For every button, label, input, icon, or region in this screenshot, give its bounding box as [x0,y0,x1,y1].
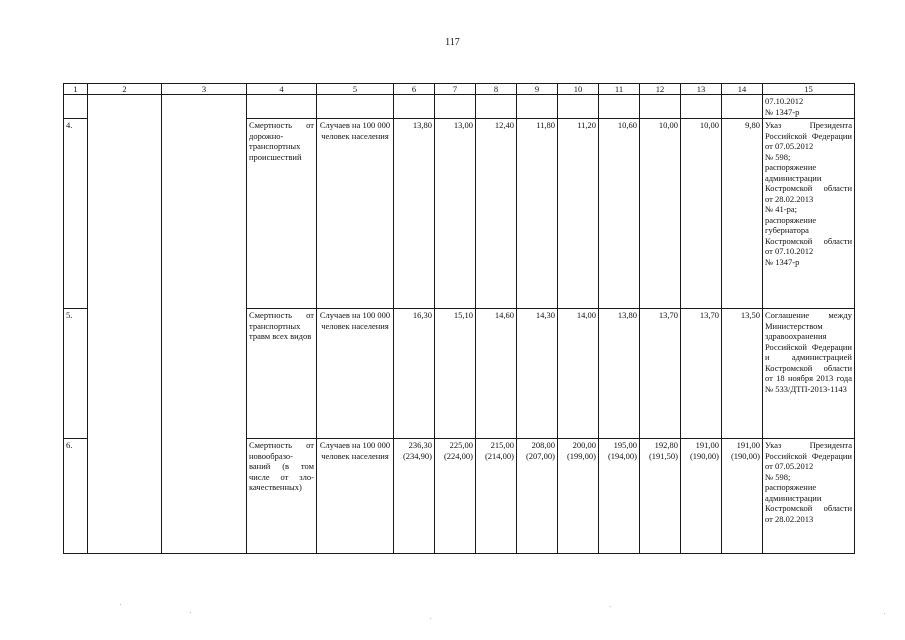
empty-cell [88,309,162,439]
continuation-cell [599,95,640,119]
empty-cell [162,439,247,554]
basis-cell: Указ Президента Российской Федерации от 07.05.2012 № 598; распоряжение администрации Костромской области от 28.02.2013 № 41-ра; распоряжение губернатора Костромской области от 07.10.2012 № 1347-р [763,119,855,309]
unit-of-measure: Случаев на 100 000 человек населения [317,119,394,309]
column-number-3: 3 [162,84,247,95]
row-number: 6. [64,439,88,554]
column-number-14: 14 [722,84,763,95]
empty-cell [88,439,162,554]
indicator-name: Смертность от дорожно-транспортных происшествий [247,119,317,309]
continuation-cell [435,95,476,119]
indicator-value: 14,00 [558,309,599,439]
continuation-row [64,95,855,119]
indicator-value: 13,50 [722,309,763,439]
continuation-cell [558,95,599,119]
column-number-9: 9 [517,84,558,95]
indicator-row [64,439,855,554]
column-number-11: 11 [599,84,640,95]
column-number-row [64,84,855,95]
continuation-cell [517,95,558,119]
indicator-value: 191,00 (190,00) [681,439,722,554]
indicator-value: 11,80 [517,119,558,309]
continuation-cell [681,95,722,119]
indicator-value: 10,00 [640,119,681,309]
basis-cell: Соглашение между Министерством здравоохранения Российской Федерации и администрацией Костромской области от 18 ноября 2013 года № 533/ДТП-2013-1143 [763,309,855,439]
indicator-value: 14,30 [517,309,558,439]
column-number-15: 15 [763,84,855,95]
indicator-value: 12,40 [476,119,517,309]
column-number-12: 12 [640,84,681,95]
scan-speck [120,604,121,605]
unit-of-measure: Случаев на 100 000 человек населения [317,309,394,439]
scan-speck [190,612,191,613]
continuation-cell [317,95,394,119]
indicator-value: 208,00 (207,00) [517,439,558,554]
column-number-4: 4 [247,84,317,95]
indicator-value: 225,00 (224,00) [435,439,476,554]
indicators-table [63,83,855,554]
page-number: 117 [445,37,460,48]
column-number-6: 6 [394,84,435,95]
column-number-8: 8 [476,84,517,95]
indicator-value: 200,00 (199,00) [558,439,599,554]
continuation-cell [722,95,763,119]
continuation-cell [247,95,317,119]
column-number-13: 13 [681,84,722,95]
empty-cell [162,119,247,309]
continuation-cell [88,95,162,119]
indicator-value: 10,60 [599,119,640,309]
empty-cell [162,309,247,439]
indicator-value: 215,00 (214,00) [476,439,517,554]
indicator-value: 13,80 [599,309,640,439]
indicator-row [64,119,855,309]
indicator-value: 236,30 (234,90) [394,439,435,554]
continuation-cell [162,95,247,119]
empty-cell [88,119,162,309]
column-number-10: 10 [558,84,599,95]
indicator-value: 13,00 [435,119,476,309]
scan-speck [610,606,611,607]
column-number-5: 5 [317,84,394,95]
indicator-value: 13,70 [640,309,681,439]
indicator-value: 191,00 (190,00) [722,439,763,554]
unit-of-measure: Случаев на 100 000 человек населения [317,439,394,554]
indicator-value: 10,00 [681,119,722,309]
indicator-value: 16,30 [394,309,435,439]
indicator-row [64,309,855,439]
indicator-value: 13,80 [394,119,435,309]
basis-cell: 07.10.2012 № 1347-р [763,95,855,119]
scan-speck [430,618,431,619]
continuation-cell [476,95,517,119]
continuation-cell [64,95,88,119]
column-number-2: 2 [88,84,162,95]
continuation-cell [640,95,681,119]
indicator-name: Смертность от новообразо-ваний (в том числе от зло-качественных) [247,439,317,554]
column-number-1: 1 [64,84,88,95]
indicator-value: 11,20 [558,119,599,309]
column-number-7: 7 [435,84,476,95]
indicator-value: 13,70 [681,309,722,439]
continuation-cell [394,95,435,119]
row-number: 5. [64,309,88,439]
row-number: 4. [64,119,88,309]
indicator-name: Смертность от транспортных травм всех видов [247,309,317,439]
indicator-value: 192,80 (191,50) [640,439,681,554]
scan-speck [884,613,885,614]
basis-cell: Указ Президента Российской Федерации от 07.05.2012 № 598; распоряжение администрации Костромской области от 28.02.2013 [763,439,855,554]
indicator-value: 15,10 [435,309,476,439]
indicator-value: 9,80 [722,119,763,309]
indicator-value: 195,00 (194,00) [599,439,640,554]
indicator-value: 14,60 [476,309,517,439]
